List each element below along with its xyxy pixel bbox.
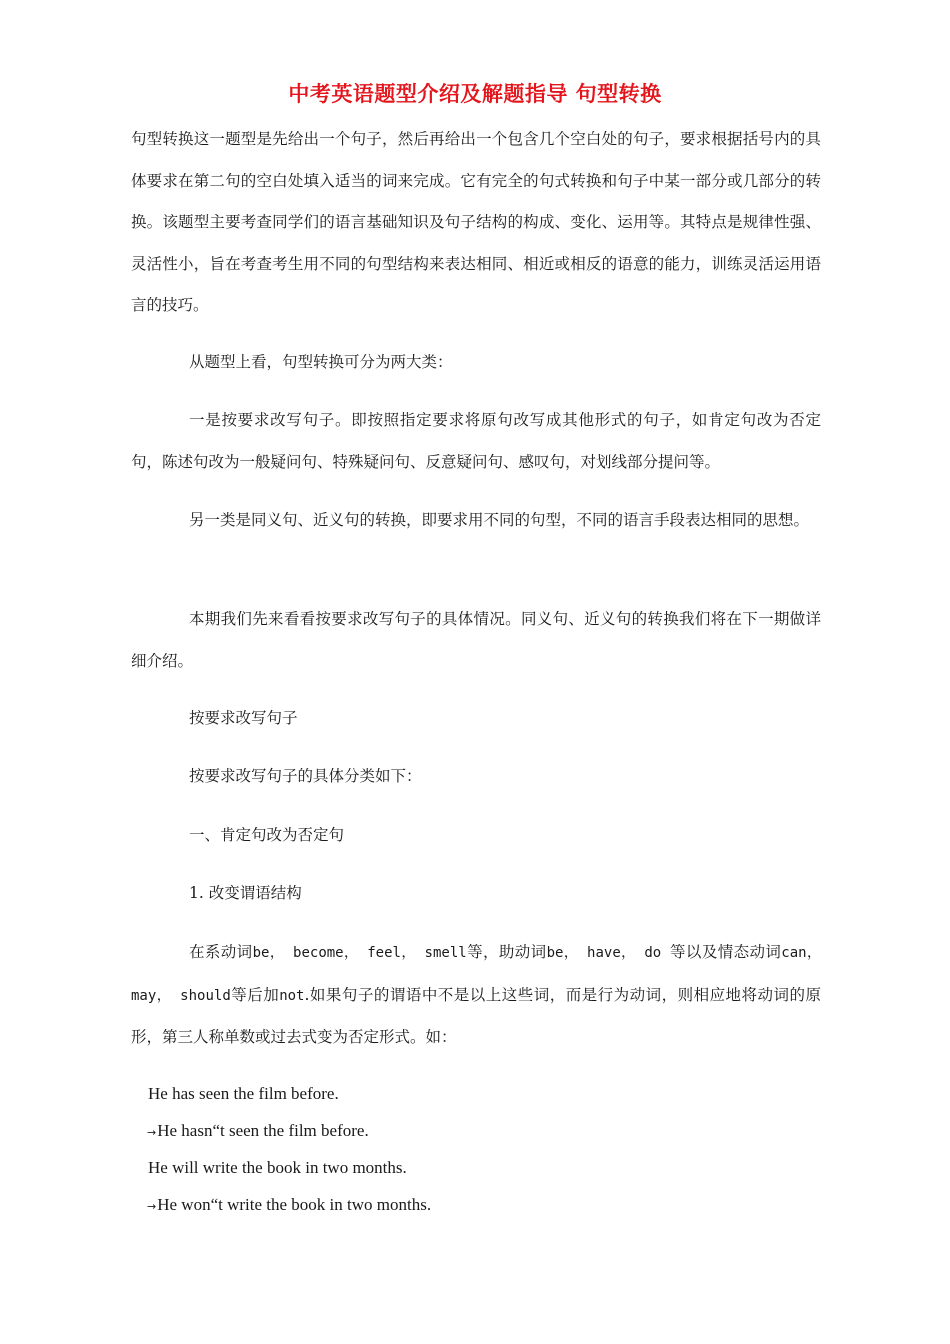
rule-text-4: 等后加 bbox=[230, 985, 280, 1004]
rewrite-heading: 按要求改写句子 bbox=[189, 709, 298, 727]
rule-paragraph bbox=[131, 932, 821, 1059]
type-one-paragraph: 一是按要求改写句子。即按照指定要求将原句改写成其他形式的句子，如肯定句改为否定句，陈述句改为一般疑问句、特殊疑问句、反意疑问句、感叹句，对划线部分提问等。 bbox=[131, 411, 821, 471]
example-line bbox=[147, 1120, 369, 1144]
example-text: He hasn“t seen the film before. bbox=[157, 1121, 369, 1140]
document-title: 中考英语题型介绍及解题指导 句型转换 bbox=[288, 82, 662, 106]
classification-paragraph: 按要求改写句子的具体分类如下： bbox=[189, 767, 422, 785]
rule-words-4: not bbox=[279, 987, 305, 1004]
example-text: He has seen the film before. bbox=[148, 1084, 339, 1103]
rule-words-3: can， may， should bbox=[131, 945, 821, 1004]
rule-text-1: 在系动词 bbox=[189, 943, 253, 961]
rule-text-5: .如果句子的谓语中不是以上这些词，而是行为动词，则相应地将动词的原形，第三人称单数或过去式变为否定形式。如： bbox=[131, 985, 821, 1046]
example-line bbox=[147, 1157, 407, 1181]
rule-text-2: 等，助动词 bbox=[466, 943, 547, 961]
example-line bbox=[147, 1083, 339, 1107]
example-line bbox=[147, 1194, 431, 1218]
arrow-icon: → bbox=[147, 1126, 157, 1139]
this-issue-paragraph: 本期我们先来看看按要求改写句子的具体情况。同义句、近义句的转换我们将在下一期做详细介绍。 bbox=[131, 610, 821, 670]
section-one-heading: 一、肯定句改为否定句 bbox=[189, 826, 345, 844]
example-text: He won“t write the book in two months. bbox=[157, 1195, 432, 1214]
rule-words-1: be， become， feel， smell bbox=[252, 945, 467, 961]
example-text: He will write the book in two months. bbox=[148, 1158, 407, 1177]
rule-text-3: 等以及情态动词 bbox=[670, 943, 782, 961]
categories-paragraph: 从题型上看，句型转换可分为两大类： bbox=[189, 353, 453, 371]
sub-one-heading: 1. 改变谓语结构 bbox=[189, 884, 302, 902]
rule-words-2: be， have， do bbox=[546, 945, 671, 961]
type-two-paragraph: 另一类是同义句、近义句的转换，即要求用不同的句型，不同的语言手段表达相同的思想。 bbox=[189, 511, 810, 529]
intro-paragraph: 句型转换这一题型是先给出一个句子，然后再给出一个包含几个空白处的句子，要求根据括号内的具体要求在第二句的空白处填入适当的词来完成。它有完全的句式转换和句子中某一部分或几部分的转换。该题型主要考查同学们的语言基础知识及句子结构的构成、变化、运用等。其特点是规律性强、灵活性小，旨在考查考生用不同的句型结构来表达相同、相近或相反的语意的能力，训练灵活运用语言的技巧。 bbox=[131, 130, 821, 314]
arrow-icon: → bbox=[147, 1200, 157, 1213]
